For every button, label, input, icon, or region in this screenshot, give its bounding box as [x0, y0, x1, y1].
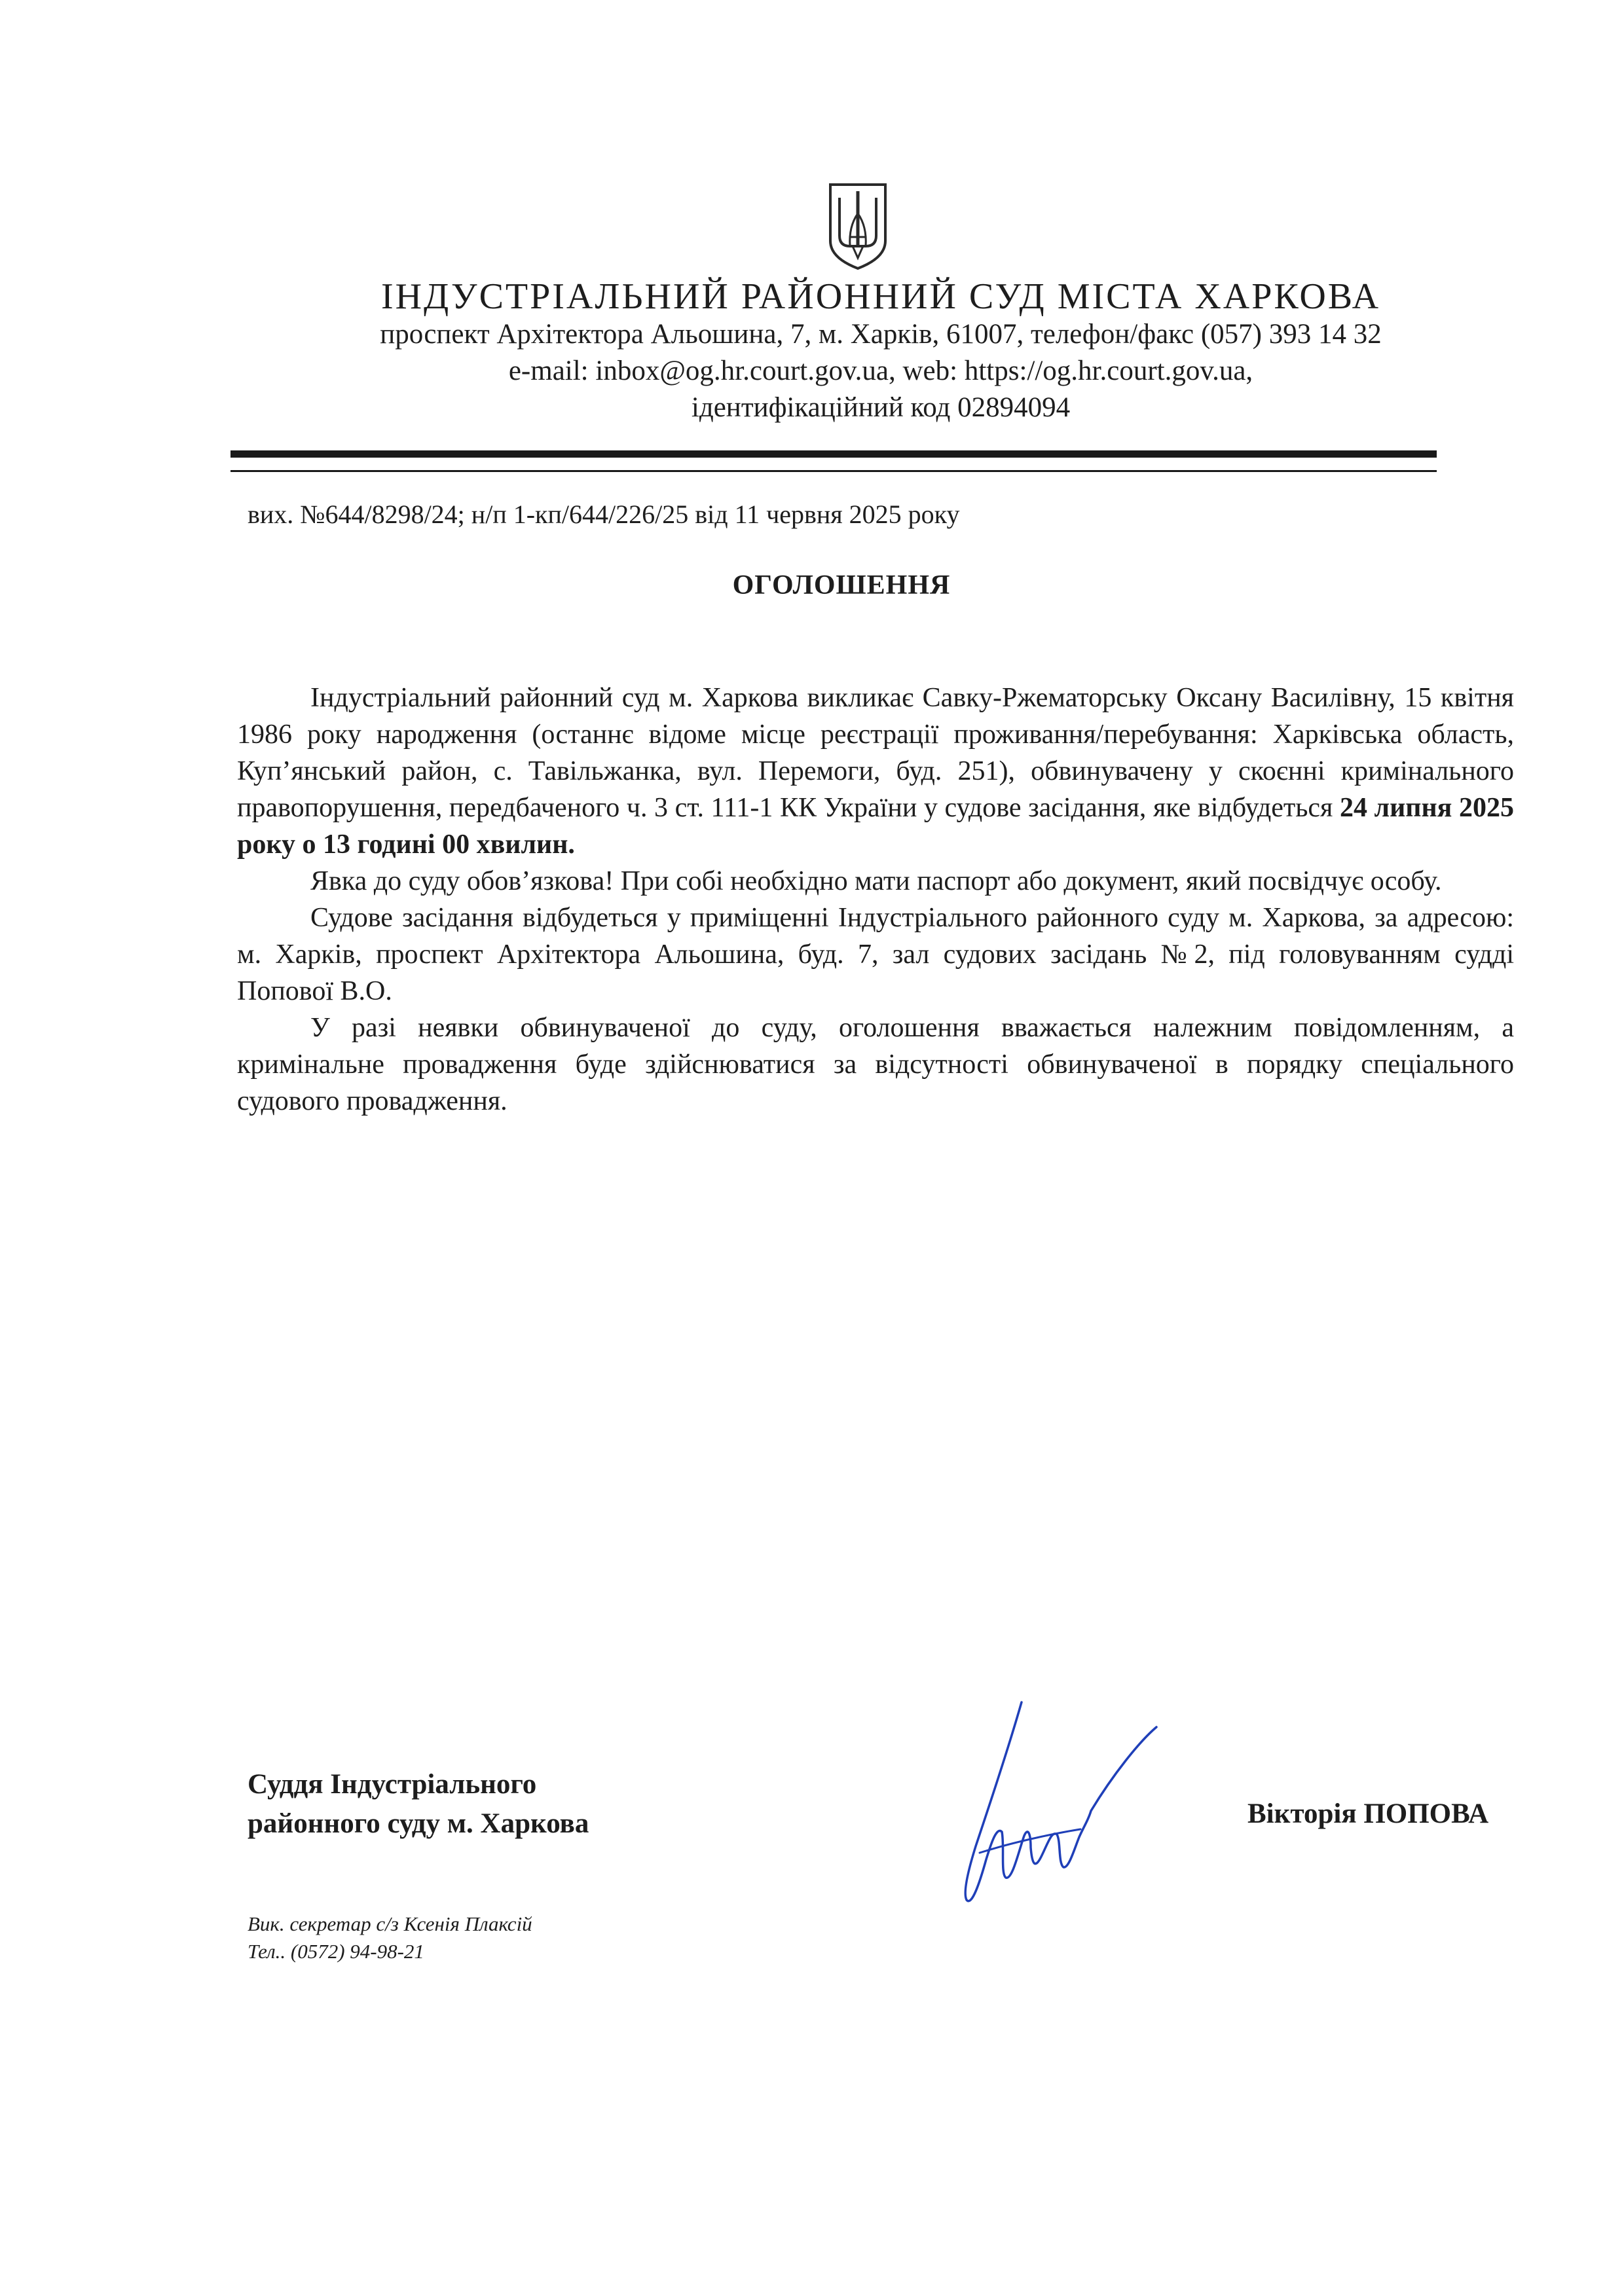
signer-title [248, 1765, 589, 1844]
document-title: ОГОЛОШЕННЯ [732, 570, 951, 600]
court-address: проспект Архітектора Альошина, 7, м. Харків, 61007, телефон/факс (057) 393 14 32 [380, 319, 1382, 350]
executor-name: Вик. секретар с/з Ксенія Плаксій [248, 1912, 532, 1935]
signer-title-line1: Суддя Індустріального [248, 1769, 537, 1800]
executor-phone: Тел.. (0572) 94-98-21 [248, 1940, 424, 1963]
signer-name: Вікторія ПОПОВА [1247, 1798, 1489, 1829]
court-id-code: ідентифікаційний код 02894094 [691, 392, 1071, 423]
letterhead-divider-thick [231, 450, 1437, 458]
court-email-web: e-mail: inbox@og.hr.court.gov.ua, web: https://og.hr.court.gov.ua, [508, 355, 1253, 386]
letterhead-divider-thin [231, 470, 1437, 472]
outgoing-reference: вих. №644/8298/24; н/п 1-кп/644/226/25 від 11 червня 2025 року [248, 500, 960, 529]
summons-text: Індустріальний районний суд м. Харкова викликає Савку-Ржематорську Оксану Василівну, 15 квітня 1986 року народження (останнє відоме місце реєстрації проживання/перебування: Харківська область, Куп’янський район, с. Тавільжанка, вул. Перемоги, буд. 251), обвинувачену у скоєнні кримінального правопорушення, передбаченого ч. 3 ст. 111-1 КК України у судове засідання, яке відбудеться [237, 683, 1514, 823]
announcement-body [237, 680, 1514, 1120]
paragraph-summons [237, 680, 1514, 863]
signer-title-line2: районного суду м. Харкова [248, 1808, 589, 1839]
paragraph-attendance: Явка до суду обов’язкова! При собі необхідно мати паспорт або документ, який посвідчує особу. [310, 866, 1442, 896]
paragraph-consequences: У разі неявки обвинуваченої до суду, оголошення вважається належним повідомленням, а кримінальне провадження буде здійснюватися за відсутності обвинуваченої в порядку спеціального судового провадження. [237, 1013, 1514, 1116]
tryzub-icon [826, 181, 889, 272]
paragraph-venue: Судове засідання відбудеться у приміщенні Індустріального районного суду м. Харкова, за адресою: м. Харків, проспект Архітектора Альошина, буд. 7, зал судових засідань №2, під головуванням судді Попової В.О. [237, 903, 1514, 1006]
handwritten-signature [923, 1696, 1159, 1918]
court-name: ІНДУСТРІАЛЬНИЙ РАЙОННИЙ СУД МІСТА ХАРКОВА [380, 276, 1381, 317]
executor-info [248, 1910, 532, 1965]
hearing-datetime: 24 липня 2025 року о 13 годині 00 хвилин. [237, 793, 1514, 860]
